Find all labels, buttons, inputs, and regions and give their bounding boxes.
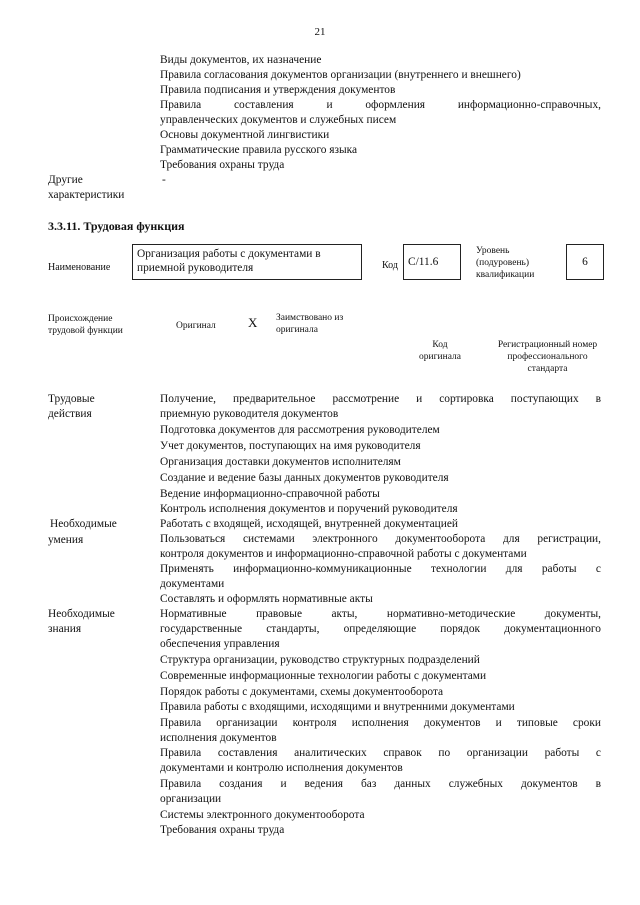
text-line: исполнения документов [160,732,277,744]
text-line: Правила подписания и утверждения документов [160,84,396,96]
name-value: Организация работы с документами в приемной руководителя [137,248,321,274]
borrowed-label: оригинала [276,325,318,335]
level-label: квалификации [476,270,535,280]
knowledge-label: Необходимые [48,608,115,620]
other-label: Другие [48,174,83,186]
original-label: Оригинал [176,321,216,331]
level-label: (подуровень) [476,258,530,268]
text-line: Пользоваться системами электронного документооборота для регистрации, [160,533,601,545]
actions-label: Трудовые [48,393,95,405]
text-line: Ведение информационно-справочной работы [160,488,380,500]
text-line: Правила составления и оформления информационно-справочных, [160,99,601,111]
text-line: Создание и ведение базы данных документов руководителя [160,472,449,484]
text-line: Организация доставки документов исполнителям [160,456,401,468]
borrowed-label: Заимствовано из [276,313,344,323]
text-line: документами [160,578,225,590]
text-line: Системы электронного документооборота [160,809,365,821]
text-line: Правила работы с входящими, исходящими и внутренними документами [160,701,515,713]
text-line: Применять информационно-коммуникационные технологии для работы с [160,563,601,575]
level-value: 6 [582,256,588,268]
code-box [403,244,461,280]
text-line: Подготовка документов для рассмотрения руководителем [160,424,440,436]
text-line: Учет документов, поступающих на имя руководителя [160,440,421,452]
text-line: Правила организации контроля исполнения документов и типовые сроки [160,717,601,729]
code-label: Код [382,260,398,271]
text-line: Нормативные правовые акты, нормативно-методические документы, [160,608,601,620]
text-line: Требования охраны труда [160,159,285,171]
other-value: - [162,174,166,186]
code-original-label: Код [432,340,448,350]
text-line: документами и контролю исполнения документов [160,762,403,774]
registration-label: профессионального [507,352,588,362]
level-box [566,244,604,280]
page-number: 21 [314,26,326,38]
text-line: государственные стандарты, определяющие порядок документационного [160,623,601,635]
text-line: Правила составления аналитических справок по организации работы с [160,747,601,759]
code-value: С/11.6 [408,256,439,268]
registration-label: стандарта [527,364,568,374]
name-label: Наименование [48,262,111,273]
text-line: Основы документной лингвистики [160,129,330,141]
original-mark: X [248,315,258,330]
text-line: Порядок работы с документами, схемы документооборота [160,686,444,698]
text-line: Требования охраны труда [160,824,285,836]
origin-label: Происхождение [48,314,113,324]
text-line: Контроль исполнения документов и поручений руководителя [160,503,458,515]
text-line: Правила согласования документов организации (внутреннего и внешнего) [160,69,521,81]
actions-label: действия [48,408,92,420]
registration-label: Регистрационный номер [497,340,598,350]
origin-label: трудовой функции [48,326,123,336]
text-line: Виды документов, их назначение [160,54,322,66]
text-line: контроля документов и информационно-справочной работы с документами [160,548,527,560]
text-line: Грамматические правила русского языка [160,144,358,156]
code-original-label: оригинала [419,352,461,362]
level-label: Уровень [476,246,510,256]
text-line: управленческих документов и служебных писем [160,114,397,126]
text-line: организации [160,793,222,805]
skills-label: умения [48,534,84,546]
text-line: Структура организации, руководство структурных подразделений [160,654,480,666]
skills-label: Необходимые [50,518,117,530]
text-line: приемную руководителя документов [160,408,339,420]
text-line: Правила создания и ведения баз данных служебных документов в [160,778,601,790]
text-line: Получение, предварительное рассмотрение и сортировка поступающих в [160,393,601,405]
section-title: 3.3.11. Трудовая функция [48,219,185,233]
text-line: Составлять и оформлять нормативные акты [160,593,373,605]
text-line: обеспечения управления [160,638,280,650]
name-box [132,244,362,280]
knowledge-label: знания [48,623,82,635]
text-line: Современные информационные технологии работы с документами [160,670,487,682]
text-line: Работать с входящей, исходящей, внутренней документацией [160,518,458,530]
other-label: характеристики [48,189,125,201]
